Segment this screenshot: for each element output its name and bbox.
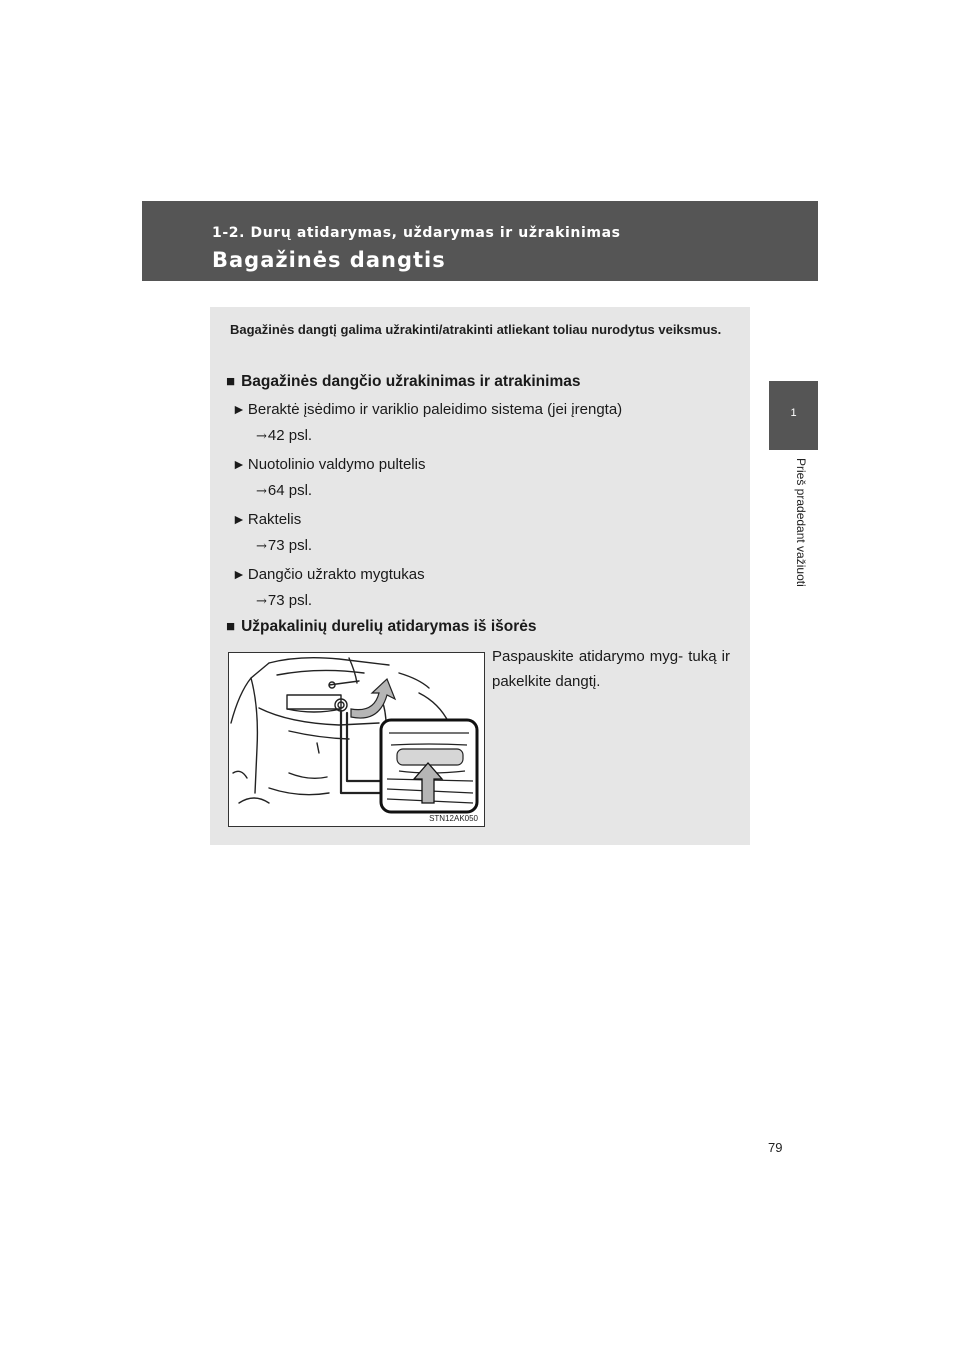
list-item-label: Dangčio užrakto mygtukas bbox=[247, 566, 425, 583]
page-title: Bagažinės dangtis bbox=[212, 248, 446, 272]
back-door-drawing bbox=[229, 653, 485, 827]
list-item-key bbox=[232, 511, 301, 528]
intro-text: Bagažinės dangtį galima užrakinti/atrakinti atliekant toliau nurodytus veiksmus. bbox=[230, 322, 722, 337]
subheading-locking bbox=[226, 373, 580, 391]
section-label: 1-2. Durų atidarymas, uždarymas ir užrakinimas bbox=[212, 225, 621, 241]
page-reference-text: 42 psl. bbox=[267, 427, 313, 444]
page-reference-link[interactable] bbox=[256, 427, 312, 444]
content-panel bbox=[210, 307, 750, 845]
illustration-code: STN12AK050 bbox=[429, 814, 478, 823]
illustration-caption: Paspauskite atidarymo myg- tuką ir pakelkite dangtį. bbox=[492, 648, 730, 690]
ref-arrow-icon: → bbox=[256, 429, 267, 444]
triangle-bullet-icon: ► bbox=[232, 511, 246, 527]
square-bullet-icon: ■ bbox=[226, 618, 236, 635]
triangle-bullet-icon: ► bbox=[232, 456, 246, 472]
ref-arrow-icon: → bbox=[256, 539, 267, 554]
back-door-illustration bbox=[228, 652, 485, 827]
ref-arrow-icon: → bbox=[256, 484, 267, 499]
list-item-remote bbox=[232, 456, 425, 473]
list-item-keyless bbox=[232, 401, 622, 418]
page-reference-text: 64 psl. bbox=[267, 482, 313, 499]
page-reference-text: 73 psl. bbox=[267, 537, 313, 554]
page-reference-link[interactable] bbox=[256, 482, 312, 499]
subheading-opening-text: Užpakalinių durelių atidarymas iš išorės bbox=[241, 618, 537, 635]
list-item-label: Beraktė įsėdimo ir variklio paleidimo sistema (jei įrengta) bbox=[247, 401, 623, 418]
page-reference-link[interactable] bbox=[256, 537, 312, 554]
triangle-bullet-icon: ► bbox=[232, 566, 246, 582]
page-reference-text: 73 psl. bbox=[267, 592, 313, 609]
chapter-caption: Prieš pradedant važiuoti bbox=[794, 458, 808, 587]
subheading-opening bbox=[226, 618, 537, 636]
ref-arrow-icon: → bbox=[256, 594, 267, 609]
subheading-locking-text: Bagažinės dangčio užrakinimas ir atrakinimas bbox=[241, 373, 581, 390]
list-item-label: Raktelis bbox=[247, 511, 302, 528]
page-number: 79 bbox=[768, 1140, 783, 1155]
page-reference-link[interactable] bbox=[256, 592, 312, 609]
list-item-lock-button bbox=[232, 566, 425, 583]
chapter-tab-number: 1 bbox=[790, 407, 797, 419]
chapter-tab[interactable] bbox=[769, 381, 818, 450]
square-bullet-icon: ■ bbox=[226, 373, 236, 390]
header-band bbox=[142, 201, 818, 281]
triangle-bullet-icon: ► bbox=[232, 401, 246, 417]
list-item-label: Nuotolinio valdymo pultelis bbox=[247, 456, 426, 473]
